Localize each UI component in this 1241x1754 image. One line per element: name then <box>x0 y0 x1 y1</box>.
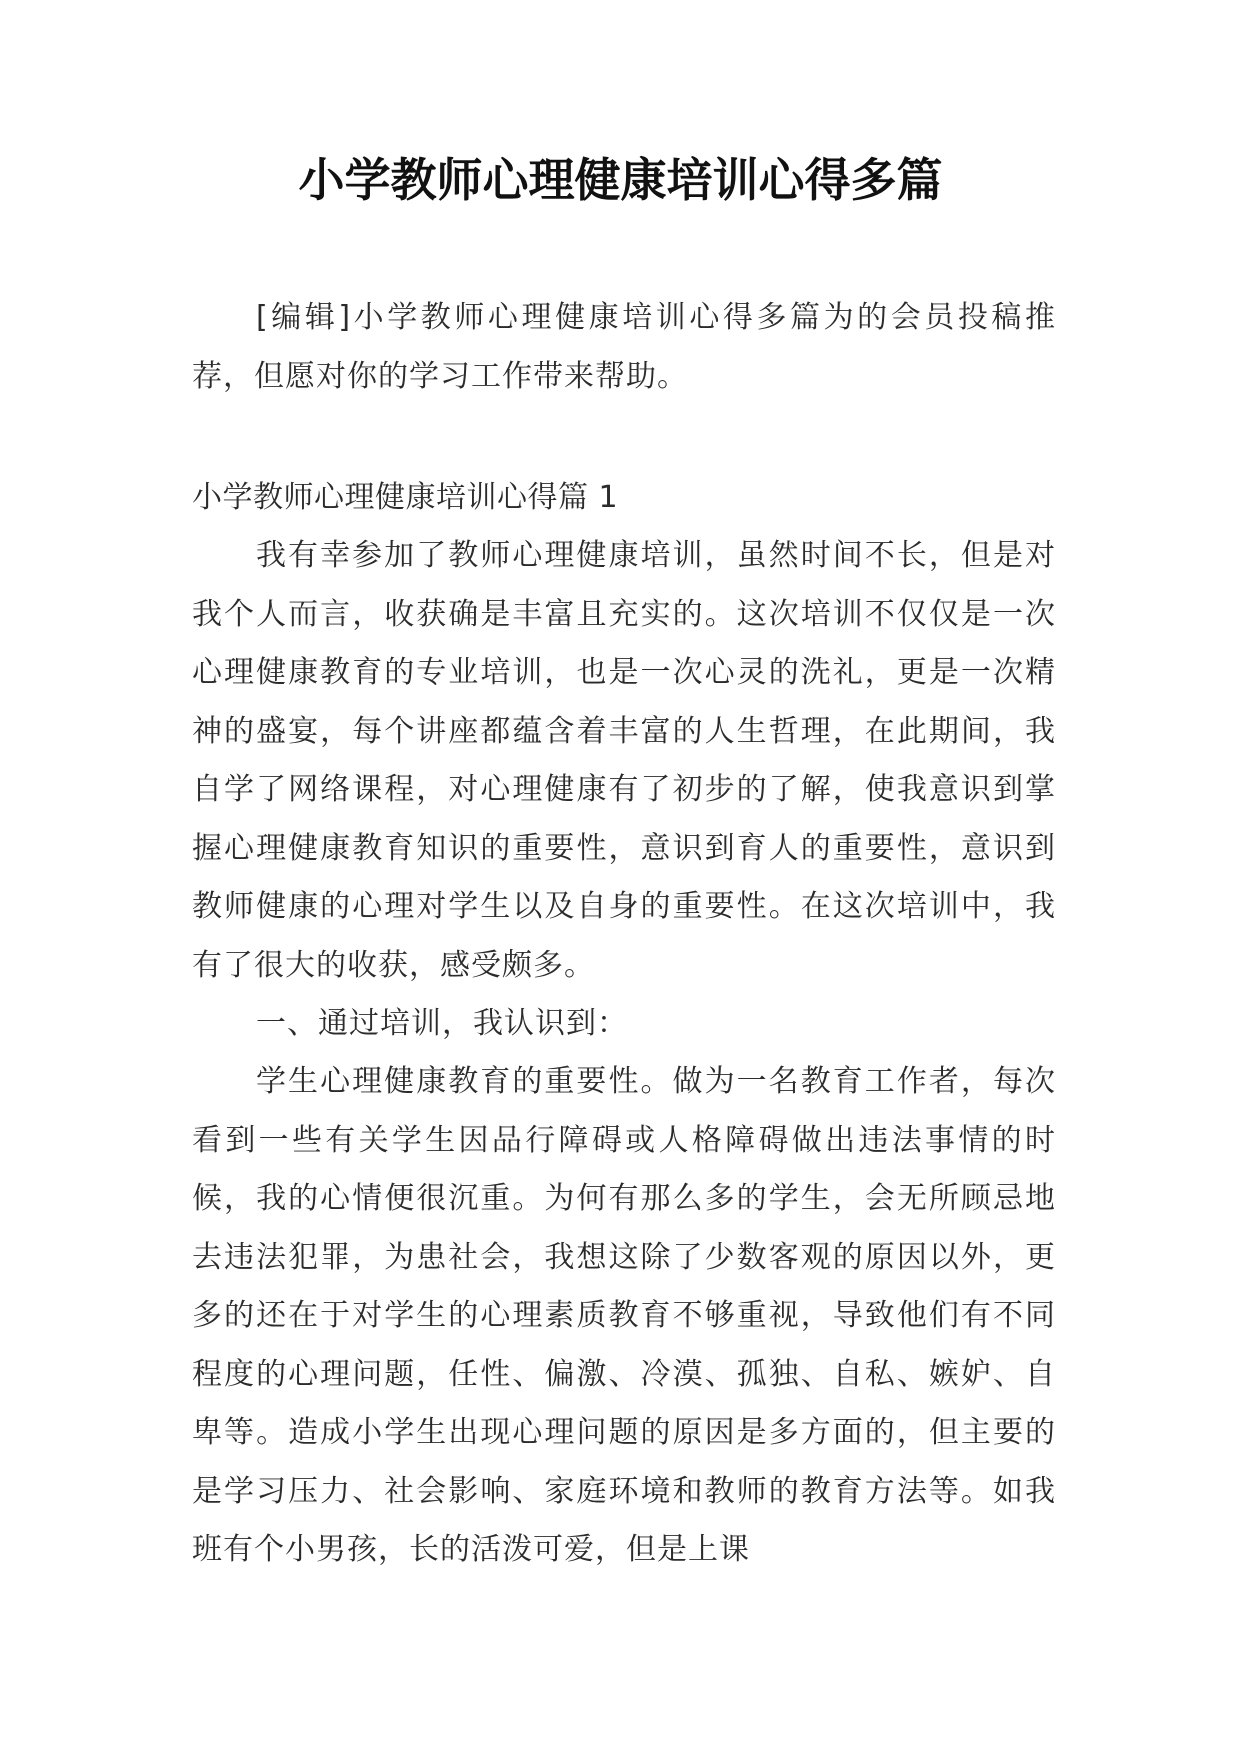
body-paragraph: 一、通过培训，我认识到： <box>256 1006 628 1041</box>
document-title: 小学教师心理健康培训心得多篇 <box>298 153 943 207</box>
intro-paragraph: [编辑]小学教师心理健康培训心得多篇为的会员投稿推荐，但愿对你的学习工作带来帮助。 <box>192 300 1056 394</box>
section-heading: 小学教师心理健康培训心得篇 1 <box>192 480 619 515</box>
body-paragraph: 我有幸参加了教师心理健康培训，虽然时间不长，但是对我个人而言，收获确是丰富且充实的。这次培训不仅仅是一次心理健康教育的专业培训，也是一次心灵的洗礼，更是一次精神的盛宴，每个讲座都蕴含着丰富的人生哲理，在此期间，我自学了网络课程，对心理健康有了初步的了解，使我意识到掌握心理健康教育知识的重要性，意识到育人的重要性，意识到教师健康的心理对学生以及自身的重要性。在这次培训中，我有了很大的收获，感受颇多。 <box>192 538 1056 983</box>
body-paragraph: 学生心理健康教育的重要性。做为一名教育工作者，每次看到一些有关学生因品行障碍或人格障碍做出违法事情的时候，我的心情便很沉重。为何有那么多的学生，会无所顾忌地去违法犯罪，为患社会，我想这除了少数客观的原因以外，更多的还在于对学生的心理素质教育不够重视，导致他们有不同程度的心理问题，任性、偏激、冷漠、孤独、自私、嫉妒、自卑等。造成小学生出现心理问题的原因是多方面的，但主要的是学习压力、社会影响、家庭环境和教师的教育方法等。如我班有个小男孩，长的活泼可爱，但是上课 <box>192 1064 1056 1567</box>
